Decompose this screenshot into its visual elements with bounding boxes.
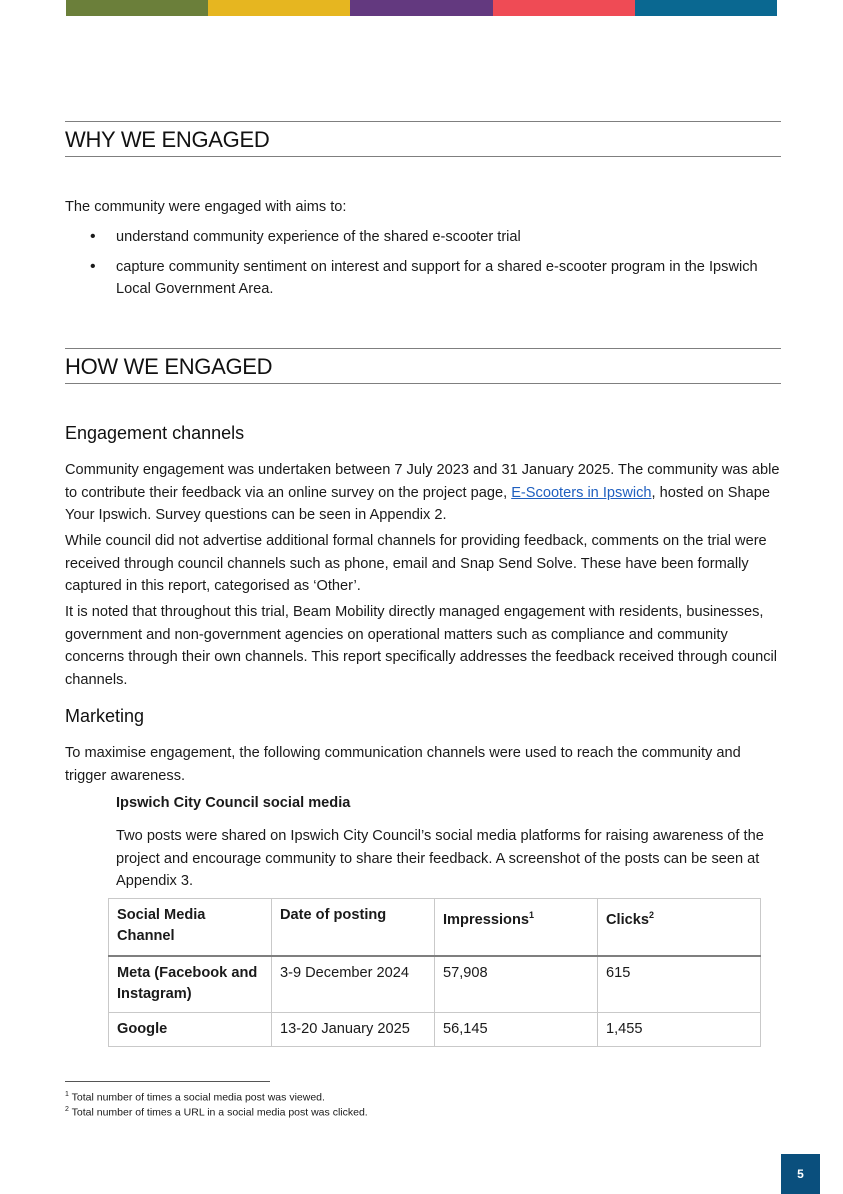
color-bar-red — [493, 0, 635, 16]
header-color-bar — [66, 0, 777, 16]
color-bar-olive — [66, 0, 208, 16]
table-row — [109, 956, 761, 1013]
table-row — [109, 1013, 761, 1047]
footnote-ref-2: 2 — [649, 910, 655, 920]
col-header-channel: Social Media Channel — [109, 899, 272, 957]
cell-channel: Google — [109, 1013, 272, 1047]
cell-date: 13-20 January 2025 — [272, 1013, 435, 1047]
channels-paragraph-1 — [65, 459, 785, 527]
channels-paragraph-3: It is noted that throughout this trial, Beam Mobility directly managed engagement with residents, businesses, government and non-government agencies on operational matters such as compliance and community concerns through their own channels. This report specifically addresses the feedback received through council channels. — [65, 604, 777, 688]
col-header-clicks — [598, 899, 761, 957]
color-bar-yellow — [208, 0, 350, 16]
marketing-title: Marketing — [65, 706, 145, 726]
why-bullet-list — [90, 226, 770, 308]
cell-clicks: 615 — [598, 956, 761, 1013]
col-header-date: Date of posting — [272, 899, 435, 957]
footnote-text: Total number of times a URL in a social media post was clicked. — [68, 1106, 368, 1119]
clicks-label: Clicks — [606, 911, 649, 928]
channels-p1-after: , hosted on Shape Your Ipswich. Survey questions can be seen in Appendix 2. — [65, 484, 770, 523]
col-header-impressions — [435, 899, 598, 957]
impressions-label: Impressions — [443, 911, 529, 928]
cell-channel: Meta (Facebook and Instagram) — [109, 956, 272, 1013]
page-number: 5 — [781, 1154, 820, 1194]
color-bar-blue — [635, 0, 777, 16]
cell-impressions: 56,145 — [435, 1013, 598, 1047]
list-item: • understand community experience of the shared e-scooter trial — [90, 226, 770, 248]
why-intro: The community were engaged with aims to: — [65, 199, 347, 215]
footnote-ref-1: 1 — [528, 910, 534, 920]
footnote-2 — [65, 1103, 368, 1120]
social-media-table — [108, 898, 761, 1047]
cell-date: 3-9 December 2024 — [272, 956, 435, 1013]
how-heading: HOW WE ENGAGED — [65, 348, 781, 384]
list-item: • capture community sentiment on interest and support for a shared e-scooter program in the Ipswich Local Government Area. — [90, 256, 770, 300]
footnote-text: Total number of times a social media post was viewed. — [68, 1091, 325, 1104]
footnote-number: 1 — [65, 1091, 69, 1098]
channels-p1-before: Community engagement was undertaken between 7 July 2023 and 31 January 2025. The community was able to contribute their feedback via an online survey on the project page, — [65, 462, 780, 501]
footnote-divider — [65, 1081, 270, 1082]
channels-paragraph-2: While council did not advertise additional formal channels for providing feedback, comments on the trial were received through council channels such as phone, email and Snap Send Solve. These have been formally captured in this report, categorised as ‘Other’. — [65, 533, 767, 594]
color-bar-purple — [350, 0, 492, 16]
table-header-row — [109, 899, 761, 957]
social-media-text: Two posts were shared on Ipswich City Council’s social media platforms for raising awareness of the project and encourage community to share their feedback. A screenshot of the posts can be seen at Appendix 3. — [116, 828, 764, 889]
e-scooters-link[interactable]: E-Scooters in Ipswich — [511, 484, 652, 501]
why-heading: WHY WE ENGAGED — [65, 121, 781, 157]
cell-impressions: 57,908 — [435, 956, 598, 1013]
cell-clicks: 1,455 — [598, 1013, 761, 1047]
social-media-title: Ipswich City Council social media — [116, 795, 351, 811]
marketing-intro: To maximise engagement, the following communication channels were used to reach the community and trigger awareness. — [65, 745, 741, 784]
engagement-channels-title: Engagement channels — [65, 423, 245, 443]
footnote-number: 2 — [65, 1106, 69, 1113]
